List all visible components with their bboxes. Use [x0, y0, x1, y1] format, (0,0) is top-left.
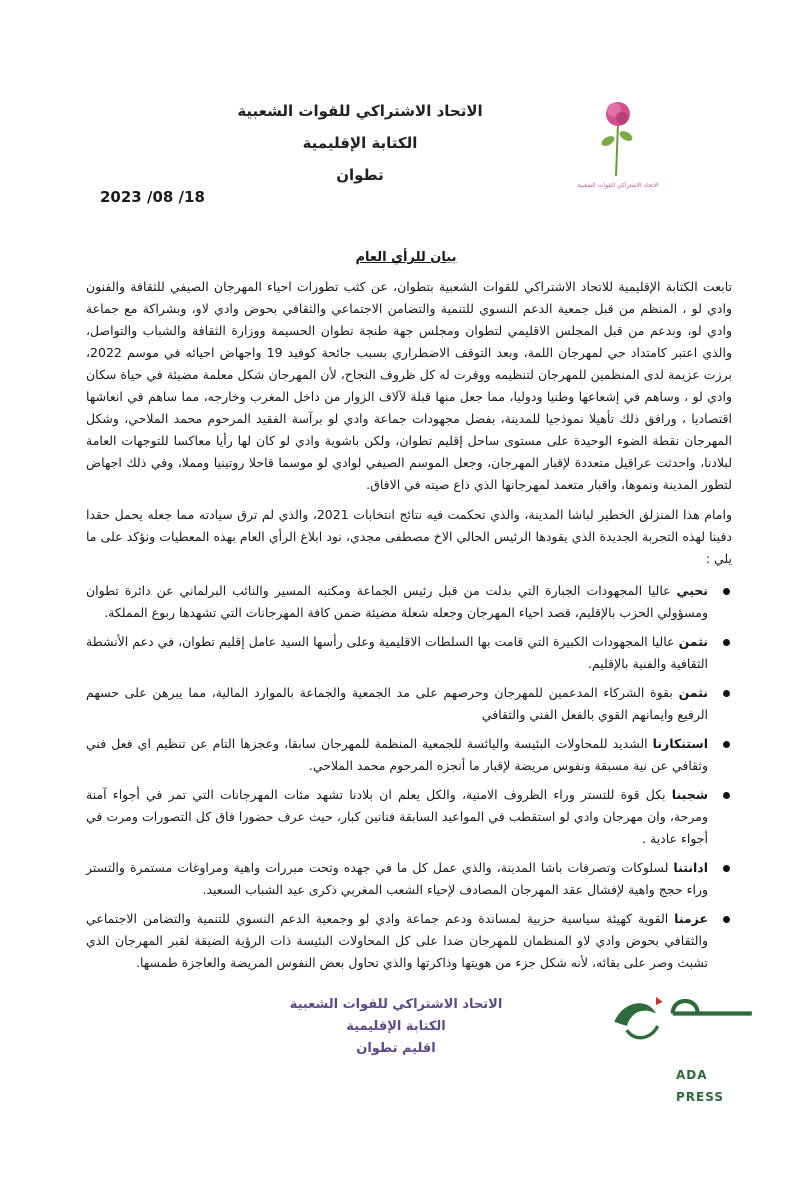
document-title: بيان للرأي العام: [355, 250, 457, 265]
letterhead: [200, 95, 520, 191]
stamp-line: اقليم تطوان: [356, 1041, 436, 1056]
item-text: بقوة الشركاء المدعمين للمهرجان وحرصهم على مد الجمعية والجماعة بالموارد المالية، مما يبرهن على حسهم الرفيع وايمانهم القوي بالفعل الفني والثقافي: [86, 685, 708, 722]
stamp-line: الكتابة الإقليمية: [346, 1019, 446, 1034]
document-footer: [86, 988, 732, 1104]
item-lead: نثمن: [678, 685, 708, 700]
sada-press-logo-icon: [606, 988, 756, 1064]
item-text: عاليا المجهودات الجبارة التي بدلت من قبل رئيس الجماعة ومكتبه المسير والنائب البرلماني عن دائرة تطوان ومسؤولي الحزب بالإقليم، قصد احياء المهرجان وجعله شعلة مضيئة ضمن كافة المهرجانات التي تشهدها ربوع المملكة.: [86, 583, 708, 620]
item-lead: ادانتنا: [673, 860, 708, 875]
list-item: [86, 908, 708, 974]
org-name: الاتحاد الاشتراكي للقوات الشعبية: [237, 102, 483, 120]
item-lead: نحيي: [676, 583, 708, 598]
item-lead: عزمنا: [674, 911, 708, 926]
bullet-icon: [723, 690, 730, 697]
list-item: [86, 784, 708, 850]
list-item: [86, 682, 708, 726]
paragraph: وامام هذا المنزلق الخطير لباشا المدينة، والذي تحكمت فيه نتائج انتخابات 2021، والذي لم ترق سيادته مما جعله يحمل حقدا دفينا لهذه التجربة الجديدة الذي يقودها الرئيس الحالي الاخ مصطفى مجدي، نود ابلاغ الرأي العام بهذه المعطيات ونؤكد على ما يلي :: [86, 507, 732, 566]
bullet-list: [86, 580, 732, 974]
stamp-line: الاتحاد الاشتراكي للقوات الشعبية: [289, 997, 503, 1012]
item-lead: شجبنا: [671, 787, 708, 802]
bullet-icon: [723, 865, 730, 872]
watermark-text: ADA PRESS: [676, 1068, 724, 1104]
bullet-icon: [723, 916, 730, 923]
bullet-icon: [723, 741, 730, 748]
item-text: لسلوكات وتصرفات باشا المدينة، والذي عمل كل ما في جهده وتحت مبررات واهية ومراوغات مستمرة والتستر وراء حجج واهية لإفشال عقد المهرجان المصادف لإحياء الشعب المغربي ذكرى عيد الشباب السعيد.: [86, 860, 708, 897]
list-item: [86, 857, 708, 901]
paragraph: تابعت الكتابة الإقليمية للاتحاد الاشتراكي للقوات الشعبية بتطوان، عن كثب تطورات احياء المهرجان الصيفي للثقافة والفنون وادي لو ، المنظم من قبل جمعية الدعم النسوي للتنمية والتضامن الاجتماعي والثقافي بحوض وادي لاو، وبشراكة مع جماعة وادي لو، وبدعم من قبل المجلس الاقليمي لتطوان ومجلس جهة طنجة تطوان الحسيمة ووزارة الثقافة والشباب والتواصل، والذي اعتبر كامتداد حي لمهرجان اللمة، وبعد التوقف الاضطراري بسبب جائحة كوفيد 19 واجهاض احيائه في موسم 2022، برزت عزيمة لدى المنظمين للمهرجان لتنظيمه ووفرت له كل ظروف النجاح، لأن المهرجان شكل معلمة مضيئة في حياة سكان وادي لو ، وساهم في إشعاعها وطنيا ودوليا، مما جعل منها قبلة لآلاف الزوار من داخل المغرب وخارجه، مما ساهم في انعاشها اقتصاديا ، ورافق ذلك تأهيلا نموذجيا للمدينة، بفضل مجهودات جماعة وادي لو برآسة الفقيد المرحوم محمد الملاحي، وشكل المهرجان نقطة الضوء الوحيدة على مستوى ساحل إقليم تطوان، ولكن باشوية وادي لو كان لها رأيا معاكسا للتوجهات العامة لبلادنا، واحدثت عراقيل متعددة لإقبار المهرجان، وجعل الموسم الصيفي لوادي لو موسما قاحلا روتينيا ومملا، وفي ذلك اجهاض لتطور المدينة ونموها، واقبار متعمد لمهرجانها الذي ذاع صيته في الافاق.: [86, 279, 732, 492]
official-stamp: [226, 994, 566, 1060]
item-text: بكل قوة للتستر وراء الظروف الامنية، والكل يعلم ان بلادنا تشهد مئات المهرجانات التي تمر في أجواء آمنة ومرحة، وان مهرجان وادي لو استقطب في المواعيد السابقة فنانين كبار، حيث عرف حضورا فاق كل التصورات ومرت في أجواء عادية .: [86, 787, 708, 846]
org-office: الكتابة الإقليمية: [302, 134, 418, 152]
document-date: 2023 /08 /18: [100, 188, 205, 206]
list-item: [86, 631, 708, 675]
document-body: [86, 276, 732, 1104]
list-item: [86, 580, 708, 624]
org-city: تطوان: [336, 166, 384, 184]
item-text: عاليا المجهودات الكبيرة التي قامت بها السلطات الاقليمية وعلى رأسها السيد عامل إقليم تطوان، في دعم الأنشطة الثقافية والفنية بالإقليم.: [86, 634, 708, 671]
item-text: القوية كهيئة سياسية حزبية لمساندة ودعم جماعة وادي لو وجمعية الدعم النسوي للتنمية والتضامن الاجتماعي والثقافي بحوض وادي لاو المنظمان للمهرجان ضدا على كل المحاولات البئيسة ذات الرؤية الضيقة لقبر المهرجان الذي تشبث وصر على بقائه، لأنه شكل جزء من هويتها وذاكرتها والذي تحاول بعض النفوس المريضة والعاجزة طمسها.: [86, 911, 708, 970]
list-item: [86, 733, 708, 777]
bullet-icon: [723, 639, 730, 646]
bullet-icon: [723, 792, 730, 799]
item-lead: نثمن: [678, 634, 708, 649]
bullet-icon: [723, 588, 730, 595]
item-text: الشديد للمحاولات البئيسة واليائسة للجمعية المنظمة للمهرجان سابقا، وعجزها التام عن تنظيم اي فعل فني وثقافي عن نية مسبقة ونفوس مريضة لإقبار ما أنجزه المرحوم محمد الملاحي.: [86, 736, 708, 773]
item-lead: استنكارنا: [652, 736, 708, 751]
rose-logo-icon: [588, 96, 648, 178]
logo-caption: الاتحاد الاشتراكي للقوات الشعبية: [577, 182, 659, 189]
